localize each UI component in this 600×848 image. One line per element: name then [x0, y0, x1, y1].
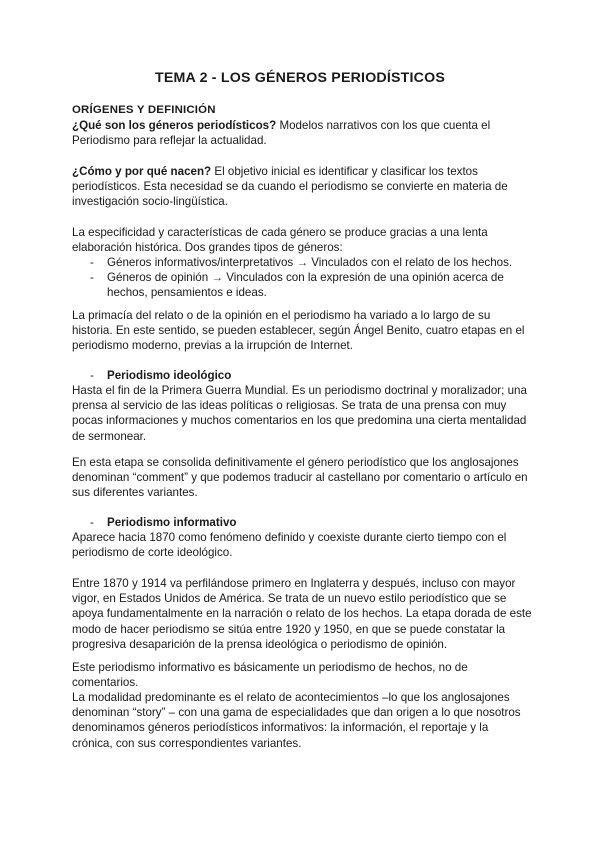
stage-2-paragraph-2: Entre 1870 y 1914 va perfilándose primero en Inglaterra y después, incluso con mayor vigor, en Estados Unidos de América. Se trata de un nuevo estilo periodístico que se apoya fundamentalmente en la narración o relato de los hechos. La etapa dorada de este modo de hacer periodismo se sitúa entre 1920 y 1950, en que se puede constatar la progresiva desaparición de la prensa ideológica o periodismo de opinión. — [72, 577, 532, 651]
list-item-text: Géneros informativos/interpretativos → Vinculados con el relato de los hechos. — [107, 256, 513, 269]
stage-2-paragraph-4: La modalidad predominante es el relato de acontecimientos –lo que los anglosajones denominan “story” – con una gama de especialidades que dan origen a lo que nosotros denominamos géneros periodísticos informativos: la información, el reportaje y la crónica, con sus correspondientes variantes. — [72, 691, 521, 750]
dash-bullet: - — [90, 516, 94, 529]
stage-2-paragraph-3: Este periodismo informativo es básicamente un periodismo de hechos, no de comentarios. — [72, 661, 468, 690]
question-paragraph-2 — [72, 164, 532, 210]
answer-1: Modelos narrativos con los que cuenta el Periodismo para reflejar la actualidad. — [72, 119, 491, 148]
paragraph-especificidad: La especificidad y características de cada género se produce gracias a una lenta elaboración histórica. Dos grandes tipos de géneros: — [72, 226, 488, 255]
question-paragraph-1 — [72, 118, 532, 148]
stage-1-paragraph-2: En esta etapa se consolida definitivamente el género periodístico que los anglosajones denominan “comment” y que podemos traducir al castellano por comentario o artículo en sus diferentes variantes. — [72, 456, 528, 500]
stage-1-heading: Periodismo ideológico — [107, 369, 232, 382]
paragraph-primacia: La primacía del relato o de la opinión en el periodismo ha variado a lo largo de su historia. En este sentido, se pueden establecer, según Ángel Benito, cuatro etapas en el periodismo moderno, previas a la irrupción de Internet. — [72, 309, 525, 353]
list-item-text: Géneros de opinión → Vinculados con la expresión de una opinión acerca de hechos, pensamientos e ideas. — [107, 271, 504, 300]
stage-2-paragraph-1: Aparece hacia 1870 como fenómeno definido y coexiste durante cierto tiempo con el periodismo de corte ideológico. — [72, 531, 507, 560]
section-heading: ORÍGENES Y DEFINICIÓN — [72, 104, 216, 116]
dash-bullet: - — [90, 271, 94, 284]
question-1: ¿Qué son los géneros periodísticos? — [72, 119, 277, 132]
dash-bullet: - — [90, 369, 94, 382]
answer-2: El objetivo inicial es identificar y clasificar los textos periodísticos. Esta necesidad se da cuando el periodismo se convierte en materia de investigación socio-lingüística. — [72, 165, 508, 209]
stage-2-heading: Periodismo informativo — [107, 516, 237, 529]
document-title: TEMA 2 - LOS GÉNEROS PERIODÍSTICOS — [154, 70, 446, 86]
dash-bullet: - — [90, 256, 94, 269]
stage-1-paragraph-1: Hasta el fin de la Primera Guerra Mundial. Es un periodismo doctrinal y moralizador; una prensa al servicio de las ideas políticas o religiosas. Se trata de una prensa con muy pocas informaciones y muchos comentarios en los que predomina una cierta mentalidad de sermonear. — [72, 384, 527, 443]
question-2: ¿Cómo y por qué nacen? — [72, 165, 212, 178]
